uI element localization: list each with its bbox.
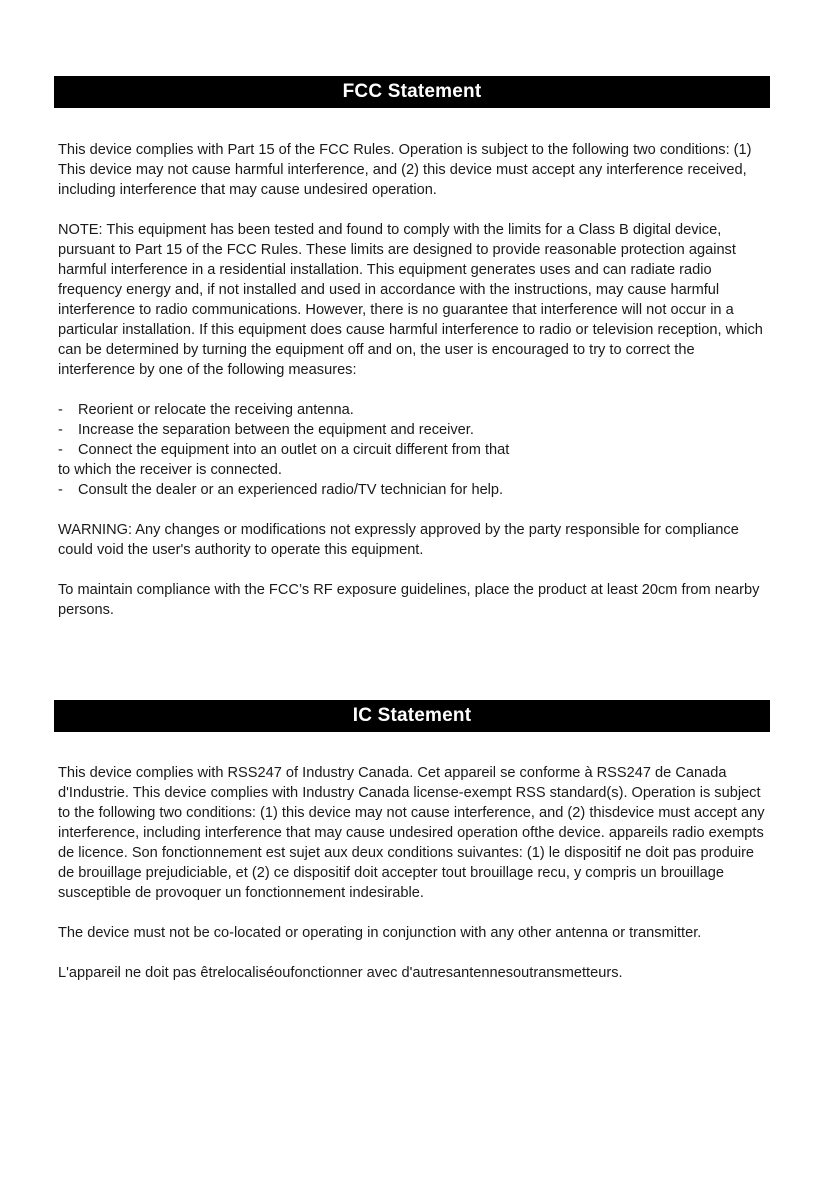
list-dash: - [58,402,63,418]
fcc-compliance-paragraph: This device complies with Part 15 of the FCC Rules. Operation is subject to the following two conditions: (1) This device may not cause harmful interference, and (2) this device must accept any interference received, including interference that may cause undesired operation. [58,142,752,198]
fcc-statement-body [58,140,774,620]
ic-statement-body [58,763,774,983]
ic-colocation-french-paragraph: L'appareil ne doit pas êtrelocaliséoufonctionner avec d'autresantennesoutransmetteurs. [58,965,623,981]
list-item [58,480,774,500]
list-dash: - [58,482,63,498]
ic-compliance-paragraph: This device complies with RSS247 of Industry Canada. Cet appareil se conforme à RSS247 de Canada d'Industrie. This device complies with Industry Canada license-exempt RSS standard(s). Operation is subject to the following two conditions: (1) this device may not cause interference, and (2) thisdevice must accept any interference, including interference that may cause undesired operation ofthe device. appareils radio exempts de licence. Son fonctionnement est sujet aux deux conditions suivantes: (1) le dispositif ne doit pas produire de brouillage prejudiciable, et (2) ce dispositif doit accepter tout brouillage recu, y compris un brouillage susceptible de provoquer un fonctionnement indesirable. [58,765,765,901]
list-item [58,440,774,480]
measure-different-outlet: Connect the equipment into an outlet on a circuit different from that [78,442,510,458]
measure-increase-separation: Increase the separation between the equipment and receiver. [78,422,474,438]
measure-different-outlet-continuation: to which the receiver is connected. [58,462,282,478]
fcc-warning-paragraph: WARNING: Any changes or modifications not expressly approved by the party responsible for compliance could void the user's authority to operate this equipment. [58,522,739,558]
fcc-statement-heading: FCC Statement [54,76,770,108]
ic-statement-heading: IC Statement [54,700,770,732]
list-item [58,420,774,440]
fcc-rf-exposure-paragraph: To maintain compliance with the FCC’s RF exposure guidelines, place the product at least 20cm from nearby persons. [58,582,760,618]
list-dash: - [58,442,63,458]
list-dash: - [58,422,63,438]
ic-colocation-paragraph: The device must not be co-located or operating in conjunction with any other antenna or transmitter. [58,925,702,941]
measure-reorient-antenna: Reorient or relocate the receiving antenna. [78,402,354,418]
fcc-measures-list [58,400,774,500]
fcc-note-paragraph: NOTE: This equipment has been tested and found to comply with the limits for a Class B digital device, pursuant to Part 15 of the FCC Rules. These limits are designed to provide reasonable protection against harmful interference in a residential installation. This equipment generates uses and can radiate radio frequency energy and, if not installed and used in accordance with the instructions, may cause harmful interference to radio communications. However, there is no guarantee that interference will not occur in a particular installation. If this equipment does cause harmful interference to radio or television reception, which can be determined by turning the equipment off and on, the user is encouraged to try to correct the interference by one of the following measures: [58,222,763,378]
measure-consult-dealer: Consult the dealer or an experienced radio/TV technician for help. [78,482,504,498]
list-item [58,400,774,420]
